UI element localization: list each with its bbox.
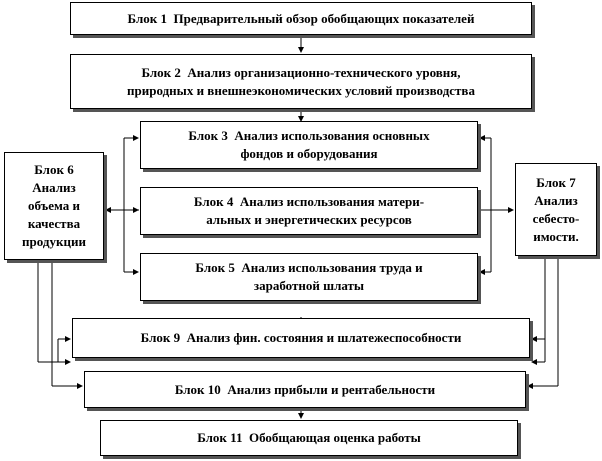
block-7-label: Блок 7 — [536, 174, 576, 190]
block-10-text: Анализ прибыли и рентабельности — [227, 381, 436, 397]
block-3-label: Блок 3 — [188, 128, 228, 143]
block-7-line: имости. — [533, 228, 579, 244]
block-5 — [140, 253, 478, 301]
block-6-line: объема и — [27, 198, 81, 213]
block-4-line2: альных и энергетических ресурсов — [206, 212, 412, 227]
block-6-line: продукции — [22, 234, 86, 249]
block-7-line: себесто- — [532, 210, 580, 226]
block-5-line1: Анализ использования труда и — [241, 260, 423, 275]
block-1-text: Предварительный обзор обобщающих показателей — [173, 10, 475, 26]
block-9-text: Анализ фин. состояния и шлатежеспособности — [186, 330, 462, 345]
block-2-label: Блок 2 — [141, 64, 181, 80]
block-11-label: Блок 11 — [197, 430, 243, 445]
block-11 — [100, 420, 518, 456]
block-5-label: Блок 5 — [195, 260, 235, 275]
block-7 — [515, 163, 597, 256]
block-3-line2: фондов и оборудования — [240, 146, 378, 161]
block-9-label: Блок 9 — [140, 330, 181, 345]
block-3 — [140, 121, 478, 169]
block-1-label: Блок 1 — [127, 10, 168, 26]
block-4-label: Блок 4 — [193, 194, 234, 209]
block-2 — [70, 54, 532, 109]
block-10 — [84, 371, 526, 408]
block-11-text: Обобщающая оценка работы — [248, 430, 421, 445]
block-5-line2: заработной шлаты — [253, 278, 365, 293]
block-6-line: Анализ — [32, 180, 76, 195]
block-4-line1: Анализ использования матери- — [239, 194, 425, 209]
block-1 — [70, 2, 532, 35]
block-10-label: Блок 10 — [174, 381, 221, 397]
block-6-label: Блок 6 — [34, 162, 74, 177]
block-7-line: Анализ — [534, 192, 578, 208]
block-6 — [4, 152, 104, 260]
block-9 — [72, 318, 530, 358]
block-2-line1: Анализ организационно-технического уровня, — [187, 64, 461, 80]
block-6-line: качества — [27, 216, 81, 231]
block-2-line2: природных и внешнеэкономических условий производства — [127, 82, 475, 98]
block-3-line1: Анализ использования основных — [234, 128, 430, 143]
block-4 — [140, 187, 478, 235]
